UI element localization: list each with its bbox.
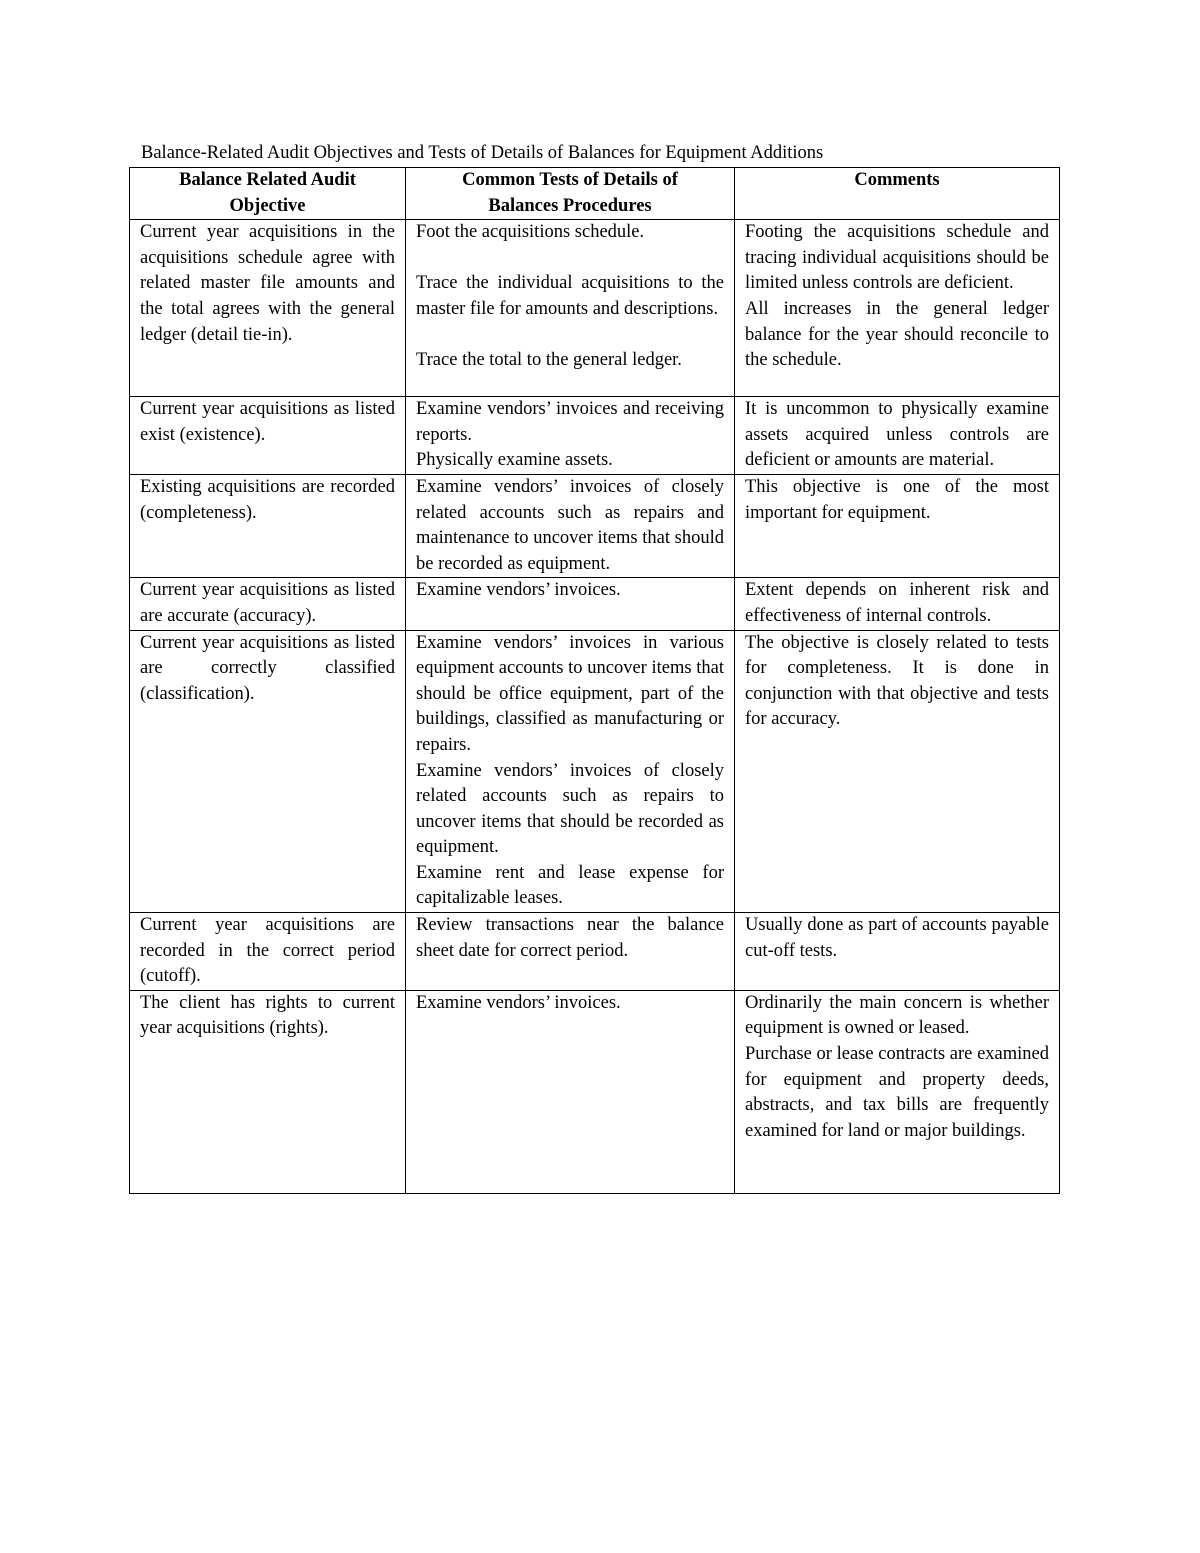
procedure-text: Examine vendors’ invoices. (416, 992, 621, 1013)
procedure-text: Examine rent and lease expense for capitalizable leases. (416, 862, 724, 909)
header-procedures: Common Tests of Details of Balances Procedures (406, 168, 735, 220)
objective-cell (130, 913, 406, 991)
procedure-text: Examine vendors’ invoices. (416, 580, 621, 601)
table-row (130, 990, 1060, 1193)
page-title: Balance-Related Audit Objectives and Tests of Details of Balances for Equipment Additions (141, 143, 824, 163)
procedure-text: Examine vendors’ invoices and receiving reports. (416, 399, 724, 445)
header-comments: Comments (735, 168, 1060, 220)
comments-cell (735, 474, 1060, 577)
procedures-cell (406, 630, 735, 913)
objective-cell (130, 474, 406, 577)
objective-cell (130, 578, 406, 630)
procedure-text: Trace the total to the general ledger. (416, 350, 682, 371)
procedures-cell (406, 578, 735, 630)
comment-text: The objective is closely related to tests for completeness. It is done in conjunction with that objective and tests for accuracy. (745, 632, 1049, 730)
procedure-text: Examine vendors’ invoices in various equipment accounts to uncover items that should be office equipment, part of the buildings, classified as manufacturing or repairs. (416, 632, 724, 755)
table-row (130, 220, 1060, 397)
objective-cell (130, 397, 406, 475)
comment-text: Extent depends on inherent risk and effectiveness of internal controls. (745, 580, 1049, 626)
comment-text: Ordinarily the main concern is whether equipment is owned or leased. (745, 992, 1049, 1039)
comment-text: All increases in the general ledger balance for the year should reconcile to the schedule. (745, 298, 1049, 371)
objective-cell (130, 630, 406, 913)
comment-text: Purchase or lease contracts are examined for equipment and property deeds, abstracts, and tax bills are frequently examined for land or major buildings. (745, 1044, 1049, 1141)
procedure-text: Foot the acquisitions schedule. (416, 222, 645, 243)
procedure-text: Trace the individual acquisitions to the master file for amounts and descriptions. (416, 273, 724, 319)
objective-text: Current year acquisitions as listed are correctly classified (classification). (140, 632, 395, 704)
procedures-cell (406, 397, 735, 475)
procedures-cell (406, 474, 735, 577)
table-row (130, 578, 1060, 630)
objective-text: The client has rights to current year acquisitions (rights). (140, 992, 395, 1039)
comment-text: This objective is one of the most important for equipment. (745, 476, 1049, 523)
objective-text: Current year acquisitions as listed exist (existence). (140, 399, 395, 445)
procedures-cell (406, 913, 735, 991)
procedure-text: Examine vendors’ invoices of closely related accounts such as repairs to uncover items that should be recorded as equipment. (416, 760, 724, 858)
procedures-cell (406, 990, 735, 1193)
objective-text: Current year acquisitions in the acquisitions schedule agree with related master file amounts and the total agrees with the general ledger (detail tie-in). (140, 222, 395, 345)
audit-objectives-table (129, 167, 1060, 1194)
comments-cell (735, 578, 1060, 630)
objective-text: Current year acquisitions are recorded in the correct period (cutoff). (140, 915, 395, 987)
table-row (130, 474, 1060, 577)
comment-text: Footing the acquisitions schedule and tracing individual acquisitions should be limited unless controls are deficient. (745, 222, 1049, 294)
procedure-text: Physically examine assets. (416, 450, 613, 471)
comments-cell (735, 990, 1060, 1193)
procedure-text: Review transactions near the balance sheet date for correct period. (416, 915, 724, 961)
table-header-row (130, 168, 1060, 220)
objective-text: Existing acquisitions are recorded (completeness). (140, 476, 395, 523)
comments-cell (735, 913, 1060, 991)
objective-text: Current year acquisitions as listed are accurate (accuracy). (140, 580, 395, 626)
comments-cell (735, 630, 1060, 913)
procedure-text: Examine vendors’ invoices of closely related accounts such as repairs and maintenance to uncover items that should be recorded as equipment. (416, 476, 724, 574)
table-row (130, 630, 1060, 913)
comment-text: It is uncommon to physically examine assets acquired unless controls are deficient or amounts are material. (745, 399, 1049, 471)
table-row (130, 913, 1060, 991)
procedures-cell (406, 220, 735, 397)
comments-cell (735, 220, 1060, 397)
objective-cell (130, 990, 406, 1193)
objective-cell (130, 220, 406, 397)
header-objective: Balance Related Audit Objective (130, 168, 406, 220)
comment-text: Usually done as part of accounts payable cut-off tests. (745, 915, 1049, 961)
table-row (130, 397, 1060, 475)
comments-cell (735, 397, 1060, 475)
